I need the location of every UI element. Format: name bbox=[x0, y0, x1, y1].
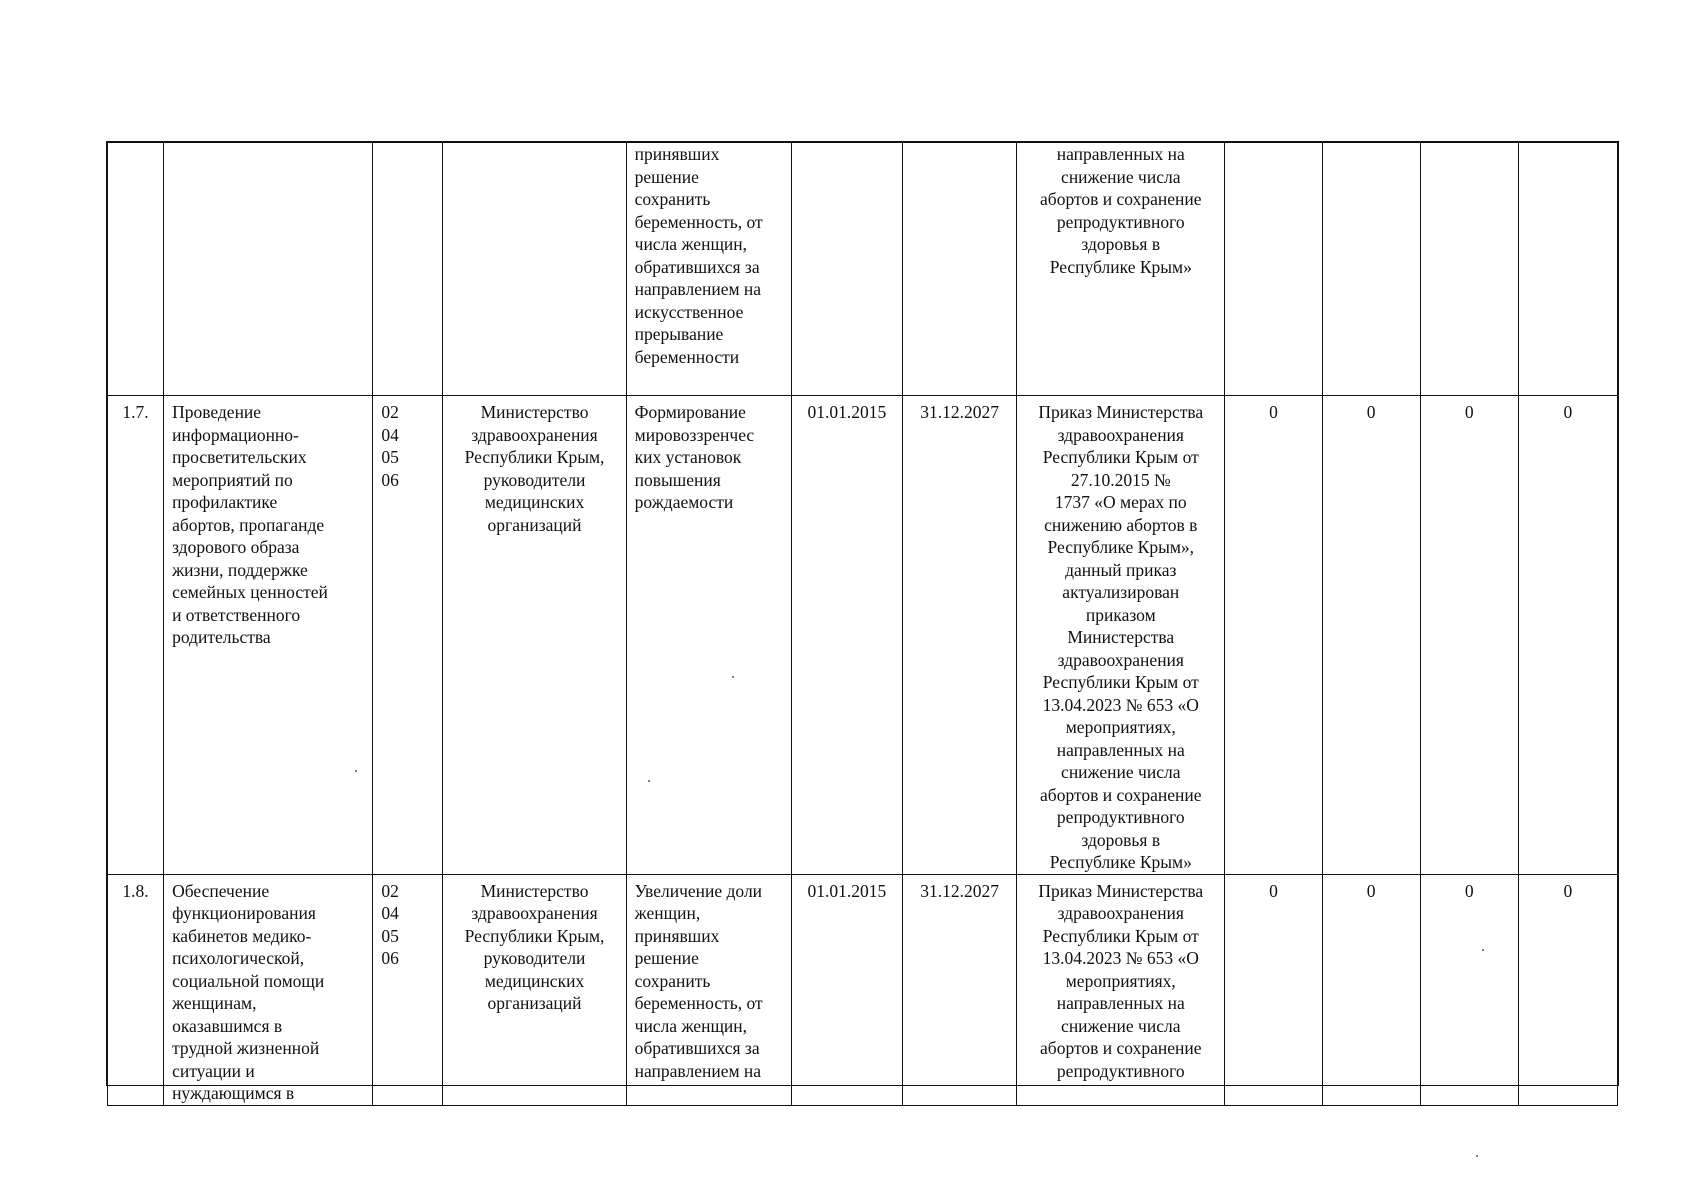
cell-executor bbox=[443, 143, 626, 396]
cell-end-date: 31.12.2027 bbox=[903, 396, 1017, 875]
cell-codes: 02 04 05 06 bbox=[373, 396, 443, 875]
cell-value-1: 0 bbox=[1225, 396, 1322, 875]
cell-measure-name: Обеспечение функционирования кабинетов медико- психологической, социальной помощи женщинам, оказавшимся в трудной жизненной ситуации и нуждающимся в bbox=[164, 874, 373, 1105]
cell-codes: 02 04 05 06 bbox=[373, 874, 443, 1105]
table-row bbox=[108, 396, 1618, 875]
cell-executor: Министерство здравоохранения Республики Крым, руководители медицинских организаций bbox=[443, 396, 626, 875]
cell-value-2: 0 bbox=[1322, 396, 1420, 875]
cell-value-3 bbox=[1420, 143, 1518, 396]
program-measures-table bbox=[106, 141, 1619, 1103]
cell-end-date: 31.12.2027 bbox=[903, 874, 1017, 1105]
cell-document: направленных на снижение числа абортов и сохранение репродуктивного здоровья в Республике Крым» bbox=[1017, 143, 1225, 396]
cell-document: Приказ Министерства здравоохранения Республики Крым от 13.04.2023 № 653 «О мероприятиях, направленных на снижение числа абортов и сохранение репродуктивного bbox=[1017, 874, 1225, 1105]
cell-measure-name: Проведение информационно- просветительских мероприятий по профилактике абортов, пропаганде здорового образа жизни, поддержке семейных ценностей и ответственного родительства bbox=[164, 396, 373, 875]
scan-speck bbox=[1482, 949, 1484, 951]
cell-number: 1.8. bbox=[108, 874, 164, 1105]
cell-start-date bbox=[791, 143, 902, 396]
cell-value-4: 0 bbox=[1518, 396, 1617, 875]
cell-value-2 bbox=[1322, 143, 1420, 396]
cell-executor: Министерство здравоохранения Республики Крым, руководители медицинских организаций bbox=[443, 874, 626, 1105]
cell-value-2: 0 bbox=[1322, 874, 1420, 1105]
cell-number bbox=[108, 143, 164, 396]
cell-number: 1.7. bbox=[108, 396, 164, 875]
cell-indicator: Увеличение доли женщин, принявших решение сохранить беременность, от числа женщин, обратившихся за направлением на bbox=[626, 874, 791, 1105]
cell-value-1: 0 bbox=[1225, 874, 1322, 1105]
cell-start-date: 01.01.2015 bbox=[791, 396, 902, 875]
scan-speck bbox=[355, 770, 357, 772]
cell-value-3: 0 bbox=[1420, 874, 1518, 1105]
cell-codes bbox=[373, 143, 443, 396]
scan-speck bbox=[1476, 1155, 1478, 1157]
table-row bbox=[108, 874, 1618, 1105]
cell-start-date: 01.01.2015 bbox=[791, 874, 902, 1105]
cell-document: Приказ Министерства здравоохранения Республики Крым от 27.10.2015 № 1737 «О мерах по снижению абортов в Республике Крым», данный приказ актуализирован приказом Министерства здравоохранения Республики Крым от 13.04.2023 № 653 «О мероприятиях, направленных на снижение числа абортов и сохранение репродуктивного здоровья в Республике Крым» bbox=[1017, 396, 1225, 875]
cell-value-3: 0 bbox=[1420, 396, 1518, 875]
cell-value-4 bbox=[1518, 143, 1617, 396]
scan-speck bbox=[648, 780, 650, 782]
cell-indicator: принявших решение сохранить беременность, от числа женщин, обратившихся за направлением на искусственное прерывание беременности bbox=[626, 143, 791, 396]
cell-end-date bbox=[903, 143, 1017, 396]
cell-value-4: 0 bbox=[1518, 874, 1617, 1105]
scan-speck bbox=[732, 676, 734, 678]
cell-value-1 bbox=[1225, 143, 1322, 396]
table-row bbox=[108, 143, 1618, 396]
cell-indicator: Формирование мировоззренчес ких установок повышения рождаемости bbox=[626, 396, 791, 875]
cell-measure-name bbox=[164, 143, 373, 396]
